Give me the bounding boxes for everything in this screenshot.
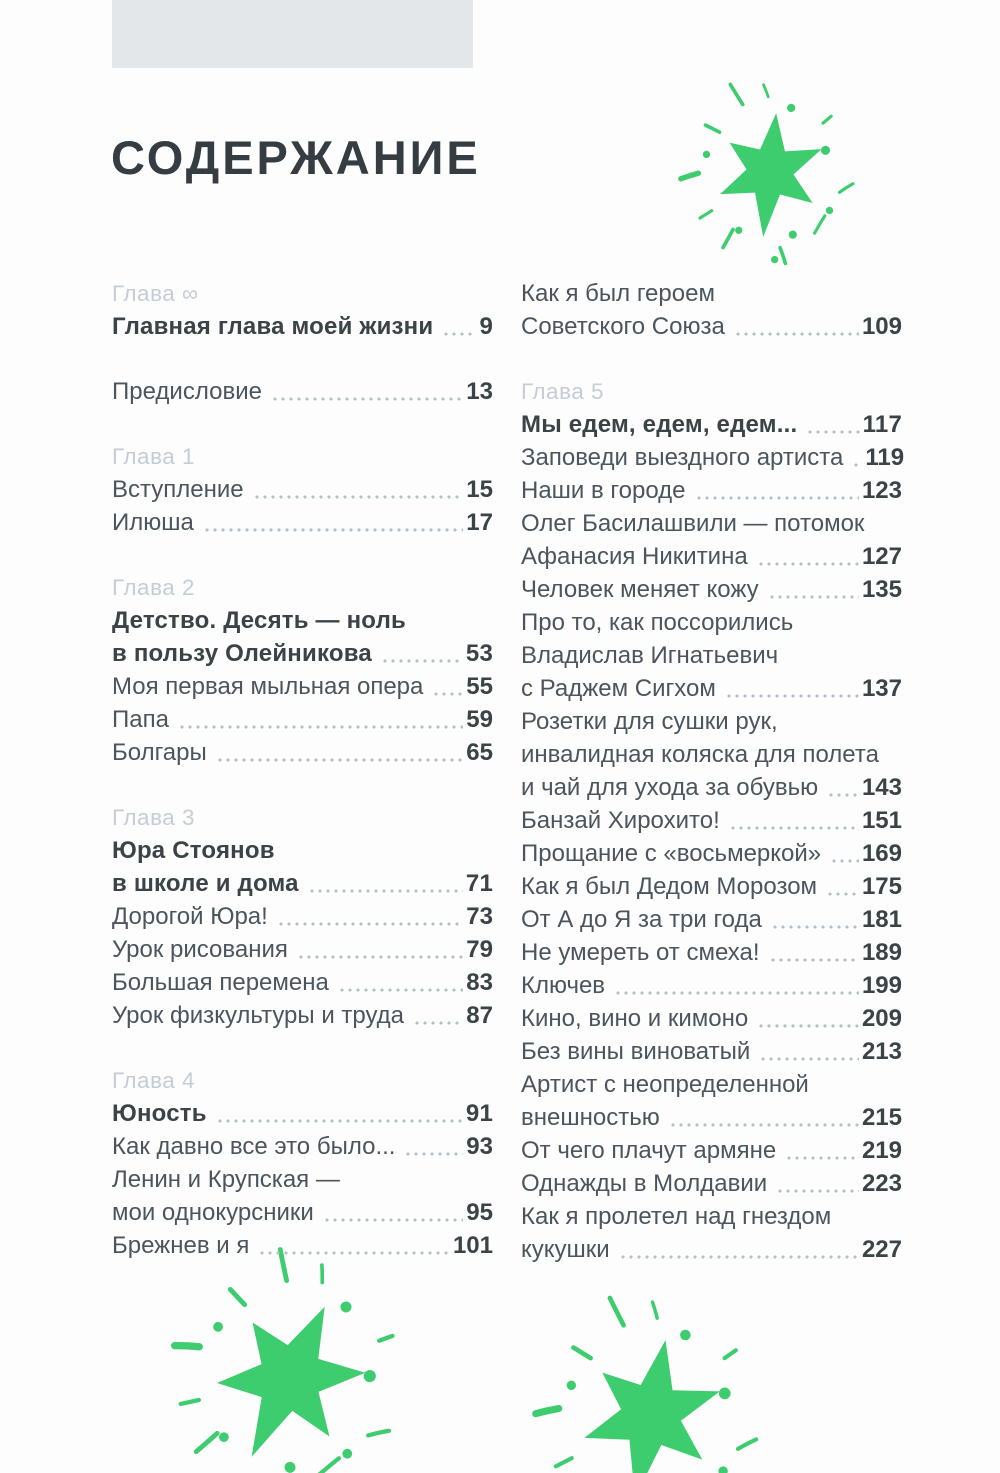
- toc-entry: [112, 473, 493, 506]
- page-number: 101: [452, 1232, 493, 1259]
- entry-title: Не умереть от смеха!: [521, 939, 760, 966]
- page-number: 17: [466, 509, 493, 536]
- page-number: 93: [466, 1133, 493, 1160]
- dotted-leader: [258, 1251, 450, 1255]
- entry-title: Как я был героем: [521, 280, 715, 307]
- entry-title: Владислав Игнатьевич: [521, 642, 779, 669]
- toc-entry: [112, 1229, 493, 1262]
- toc-entry: [521, 573, 902, 606]
- toc-entry: [521, 1167, 902, 1200]
- entry-title: и чай для ухода за обувью: [521, 774, 819, 801]
- dotted-leader: [253, 495, 464, 499]
- toc-entry: [112, 1163, 493, 1229]
- toc-column-left: [112, 277, 493, 1262]
- page-number: 189: [861, 939, 902, 966]
- page-number: 83: [466, 969, 493, 996]
- dotted-leader: [827, 793, 859, 797]
- toc-entry: [112, 670, 493, 703]
- page-number: 15: [466, 476, 493, 503]
- page-number: 91: [465, 1100, 493, 1127]
- toc-column-right: [521, 277, 905, 1266]
- entry-title: Болгары: [112, 739, 207, 766]
- toc-entry: [521, 870, 902, 903]
- entry-title: Без вины виноватый: [521, 1038, 751, 1065]
- page-number: 119: [865, 444, 905, 471]
- toc-entry: [521, 1200, 902, 1266]
- page-number: 209: [861, 1005, 902, 1032]
- page-number: 71: [465, 870, 493, 897]
- entry-title: От чего плачут армяне: [521, 1137, 777, 1164]
- chapter-label: Глава 3: [112, 805, 196, 830]
- dotted-leader: [271, 397, 463, 401]
- toc-entry: [521, 408, 902, 441]
- entry-title: Заповеди выездного артиста: [521, 444, 844, 471]
- entry-title: Афанасия Никитина: [521, 543, 748, 570]
- toc-entry: [521, 804, 902, 837]
- dotted-leader: [759, 1057, 859, 1061]
- page-number: 73: [466, 903, 493, 930]
- page-number: 175: [861, 873, 902, 900]
- entry-title: внешностью: [521, 1104, 660, 1131]
- toc-entry: [112, 604, 493, 670]
- dotted-leader: [771, 925, 859, 929]
- dotted-leader: [757, 1024, 859, 1028]
- toc-entry: [112, 506, 493, 539]
- dotted-leader: [178, 725, 463, 729]
- chapter-label: Глава 1: [112, 444, 196, 469]
- toc-entry: [112, 1130, 493, 1163]
- entry-title: Как давно все это было...: [112, 1133, 396, 1160]
- entry-title: Кино, вино и кимоно: [521, 1005, 749, 1032]
- page-number: 181: [861, 906, 902, 933]
- entry-title: Советского Союза: [521, 313, 725, 340]
- entry-title: Дорогой Юра!: [112, 903, 268, 930]
- entry-title: кукушки: [521, 1236, 610, 1263]
- dotted-leader: [806, 430, 859, 434]
- page-number: 59: [466, 706, 493, 733]
- page-number: 143: [861, 774, 902, 801]
- entry-title: Как я был Дедом Морозом: [521, 873, 818, 900]
- dotted-leader: [757, 562, 859, 566]
- entry-title: с Раджем Сигхом: [521, 675, 716, 702]
- entry-title: Урок физкультуры и труда: [112, 1002, 405, 1029]
- toc-entry: [112, 834, 493, 900]
- page-number: 95: [466, 1199, 493, 1226]
- star-burst-decoration: [649, 56, 892, 287]
- page-number: 127: [861, 543, 902, 570]
- page-number: 9: [479, 313, 493, 340]
- entry-title: в пользу Олейникова: [112, 640, 372, 667]
- entry-title: Ключев: [521, 972, 606, 999]
- dotted-leader: [614, 991, 859, 995]
- toc-entry: [521, 1134, 902, 1167]
- entry-title: Розетки для сушки рук,: [521, 708, 778, 735]
- dotted-leader: [442, 332, 476, 336]
- entry-title: Главная глава моей жизни: [112, 313, 434, 340]
- entry-title: инвалидная коляска для полета: [521, 741, 879, 768]
- dotted-leader: [768, 595, 859, 599]
- entry-title: Моя первая мыльная опера: [112, 673, 424, 700]
- star-burst-decoration: [504, 1277, 797, 1473]
- dotted-leader: [852, 463, 862, 467]
- page-top-gray-band: [112, 0, 473, 68]
- page-number: 223: [861, 1170, 902, 1197]
- entry-title: Вступление: [112, 476, 244, 503]
- entry-title: в школе и дома: [112, 870, 299, 897]
- page-number: 213: [861, 1038, 902, 1065]
- toc-entry: [112, 933, 493, 966]
- toc-entry: [112, 966, 493, 999]
- entry-title: Детство. Десять — ноль: [112, 607, 406, 634]
- dotted-leader: [381, 659, 463, 663]
- entry-title: Юра Стоянов: [112, 837, 275, 864]
- page-number: 135: [861, 576, 902, 603]
- dotted-leader: [308, 889, 463, 893]
- page-number: 137: [861, 675, 902, 702]
- entry-title: Банзай Хирохито!: [521, 807, 720, 834]
- entry-title: Человек меняет кожу: [521, 576, 759, 603]
- entry-title: Наши в городе: [521, 477, 686, 504]
- page-number: 53: [465, 640, 493, 667]
- toc-entry: [521, 507, 902, 573]
- dotted-leader: [323, 1218, 464, 1222]
- dotted-leader: [830, 859, 859, 863]
- chapter-label: Глава 5: [521, 379, 605, 404]
- toc-entry: [521, 1035, 902, 1068]
- dotted-leader: [432, 692, 463, 696]
- toc-entry: [521, 705, 902, 804]
- dotted-leader: [785, 1156, 859, 1160]
- toc-entry: [521, 606, 902, 705]
- page-number: 169: [861, 840, 902, 867]
- dotted-leader: [776, 1189, 859, 1193]
- toc-entry: [521, 1068, 902, 1134]
- dotted-leader: [297, 955, 463, 959]
- entry-title: Урок рисования: [112, 936, 288, 963]
- page-number: 109: [861, 313, 902, 340]
- toc-entry: [112, 999, 493, 1032]
- dotted-leader: [734, 332, 859, 336]
- toc-entry: [112, 900, 493, 933]
- entry-title: Про то, как поссорились: [521, 609, 794, 636]
- toc-entry: [112, 375, 493, 408]
- dotted-leader: [695, 496, 859, 500]
- toc-entry: [521, 837, 902, 870]
- toc-entry: [521, 936, 902, 969]
- page-number: 199: [861, 972, 902, 999]
- entry-title: Ленин и Крупская —: [112, 1166, 340, 1193]
- toc-entry: [521, 277, 902, 343]
- dotted-leader: [216, 1119, 463, 1123]
- dotted-leader: [729, 826, 859, 830]
- chapter-label: Глава ∞: [112, 281, 199, 306]
- entry-title: Предисловие: [112, 378, 262, 405]
- toc-entry: [112, 736, 493, 769]
- toc-entry: [521, 903, 902, 936]
- dotted-leader: [826, 892, 859, 896]
- chapter-label: Глава 2: [112, 575, 196, 600]
- entry-title: Олег Басилашвили — потомок: [521, 510, 865, 537]
- dotted-leader: [338, 988, 463, 992]
- entry-title: Прощание с «восьмеркой»: [521, 840, 822, 867]
- dotted-leader: [725, 694, 859, 698]
- toc-entry: [521, 441, 905, 474]
- entry-title: Мы едем, едем, едем...: [521, 411, 798, 438]
- entry-title: Артист с неопределенной: [521, 1071, 809, 1098]
- entry-title: Брежнев и я: [112, 1232, 250, 1259]
- page-number: 65: [466, 739, 493, 766]
- dotted-leader: [404, 1152, 463, 1156]
- entry-title: Папа: [112, 706, 169, 733]
- page-number: 215: [861, 1104, 902, 1131]
- page-number: 87: [466, 1002, 493, 1029]
- dotted-leader: [277, 922, 463, 926]
- dotted-leader: [413, 1021, 463, 1025]
- toc-entry: [112, 1097, 493, 1130]
- page-number: 227: [861, 1236, 902, 1263]
- dotted-leader: [203, 528, 463, 532]
- page-number: 55: [466, 673, 493, 700]
- entry-title: мои однокурсники: [112, 1199, 314, 1226]
- entry-title: Илюша: [112, 509, 194, 536]
- toc-entry: [112, 703, 493, 736]
- page-number: 13: [466, 378, 493, 405]
- dotted-leader: [619, 1255, 859, 1259]
- entry-title: Большая перемена: [112, 969, 329, 996]
- chapter-label: Глава 4: [112, 1068, 196, 1093]
- entry-title: Юность: [112, 1100, 207, 1127]
- toc-entry: [112, 310, 493, 343]
- entry-title: Как я пролетел над гнездом: [521, 1203, 832, 1230]
- page-number: 219: [861, 1137, 902, 1164]
- toc-entry: [521, 1002, 902, 1035]
- page-title: СОДЕРЖАНИЕ: [111, 131, 481, 184]
- dotted-leader: [769, 958, 859, 962]
- page-number: 79: [466, 936, 493, 963]
- page-number: 117: [862, 411, 902, 438]
- toc-entry: [521, 969, 902, 1002]
- toc-entry: [521, 474, 902, 507]
- dotted-leader: [216, 758, 464, 762]
- dotted-leader: [669, 1123, 859, 1127]
- entry-title: Однажды в Молдавии: [521, 1170, 768, 1197]
- page-number: 123: [861, 477, 902, 504]
- entry-title: От А до Я за три года: [521, 906, 762, 933]
- page-number: 151: [861, 807, 902, 834]
